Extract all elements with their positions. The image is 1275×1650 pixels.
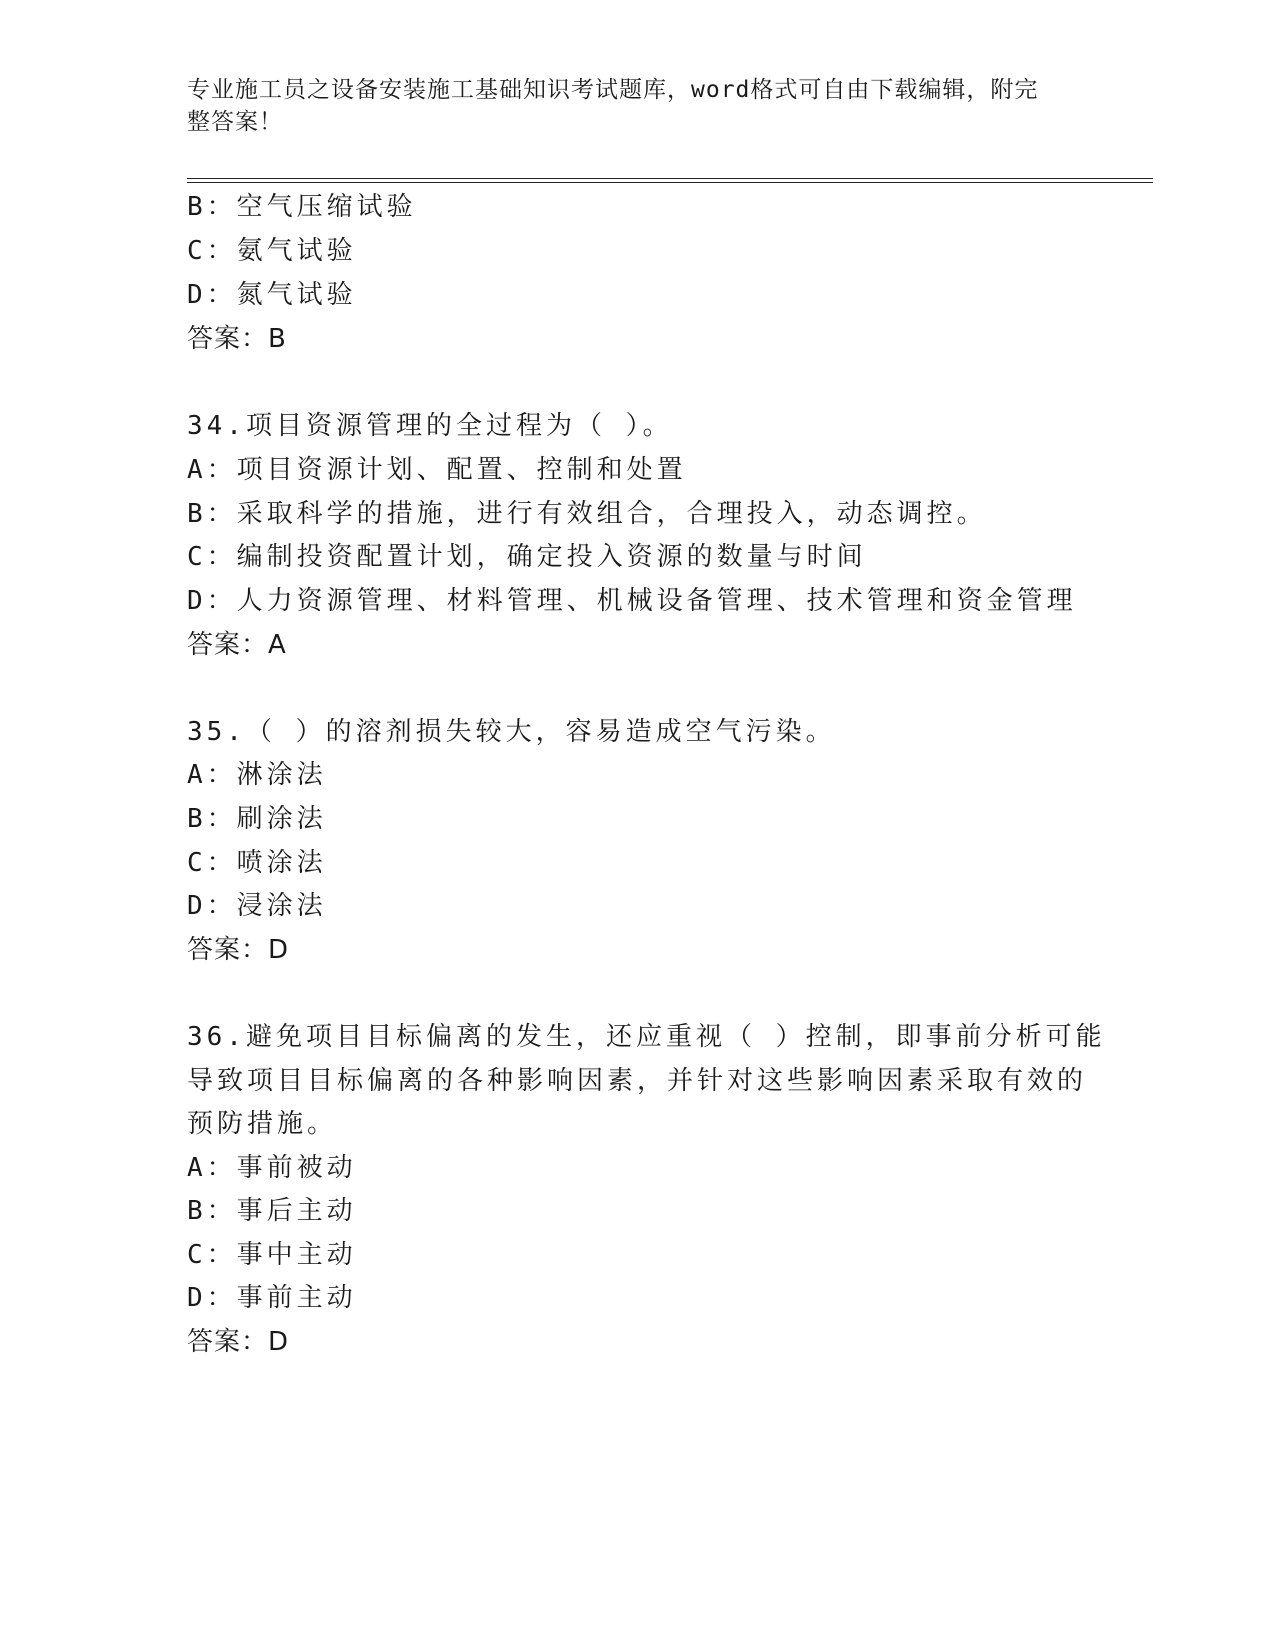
q33-option-b: B：空气压缩试验 <box>187 192 417 222</box>
q35-option-d: D：浸涂法 <box>187 891 327 921</box>
q34-question: 34.项目资源管理的全过程为（ ）。 <box>187 411 673 441</box>
q36-option-b: B：事后主动 <box>187 1196 357 1226</box>
q36-option-d: D：事前主动 <box>187 1283 357 1313</box>
q34-option-a: A：项目资源计划、配置、控制和处置 <box>187 455 687 485</box>
q36-question-line-1: 36.避免项目目标偏离的发生，还应重视（ ）控制，即事前分析可能 <box>187 1022 1106 1052</box>
q35-option-a: A：淋涂法 <box>187 760 327 790</box>
q33-option-c: C：氨气试验 <box>187 236 357 266</box>
q36-question-line-3: 预防措施。 <box>187 1109 338 1139</box>
q33-option-d: D：氮气试验 <box>187 280 357 310</box>
document-header <box>187 74 1067 138</box>
q36-option-a: A：事前被动 <box>187 1153 357 1183</box>
q34-option-b: B：采取科学的措施，进行有效组合，合理投入，动态调控。 <box>187 499 987 529</box>
q35-answer: 答案：D <box>187 935 290 965</box>
q34-option-d: D：人力资源管理、材料管理、机械设备管理、技术管理和资金管理 <box>187 586 1077 616</box>
q33-answer: 答案：B <box>187 324 287 354</box>
header-line-1: 专业施工员之设备安装施工基础知识考试题库，word格式可自由下载编辑，附完 <box>187 77 1039 103</box>
header-divider-top <box>187 178 1153 179</box>
q36-answer: 答案：D <box>187 1327 290 1357</box>
q35-option-b: B：刷涂法 <box>187 804 327 834</box>
q35-question: 35.（ ）的溶剂损失较大，容易造成空气污染。 <box>187 717 836 747</box>
header-line-2: 整答案！ <box>187 109 283 135</box>
q36-option-c: C：事中主动 <box>187 1240 357 1270</box>
header-divider-bottom <box>187 182 1153 183</box>
q34-option-c: C：编制投资配置计划，确定投入资源的数量与时间 <box>187 542 867 572</box>
q34-answer: 答案：A <box>187 630 287 660</box>
q35-option-c: C：喷涂法 <box>187 848 327 878</box>
q36-question-line-2: 导致项目目标偏离的各种影响因素，并针对这些影响因素采取有效的 <box>187 1066 1088 1096</box>
